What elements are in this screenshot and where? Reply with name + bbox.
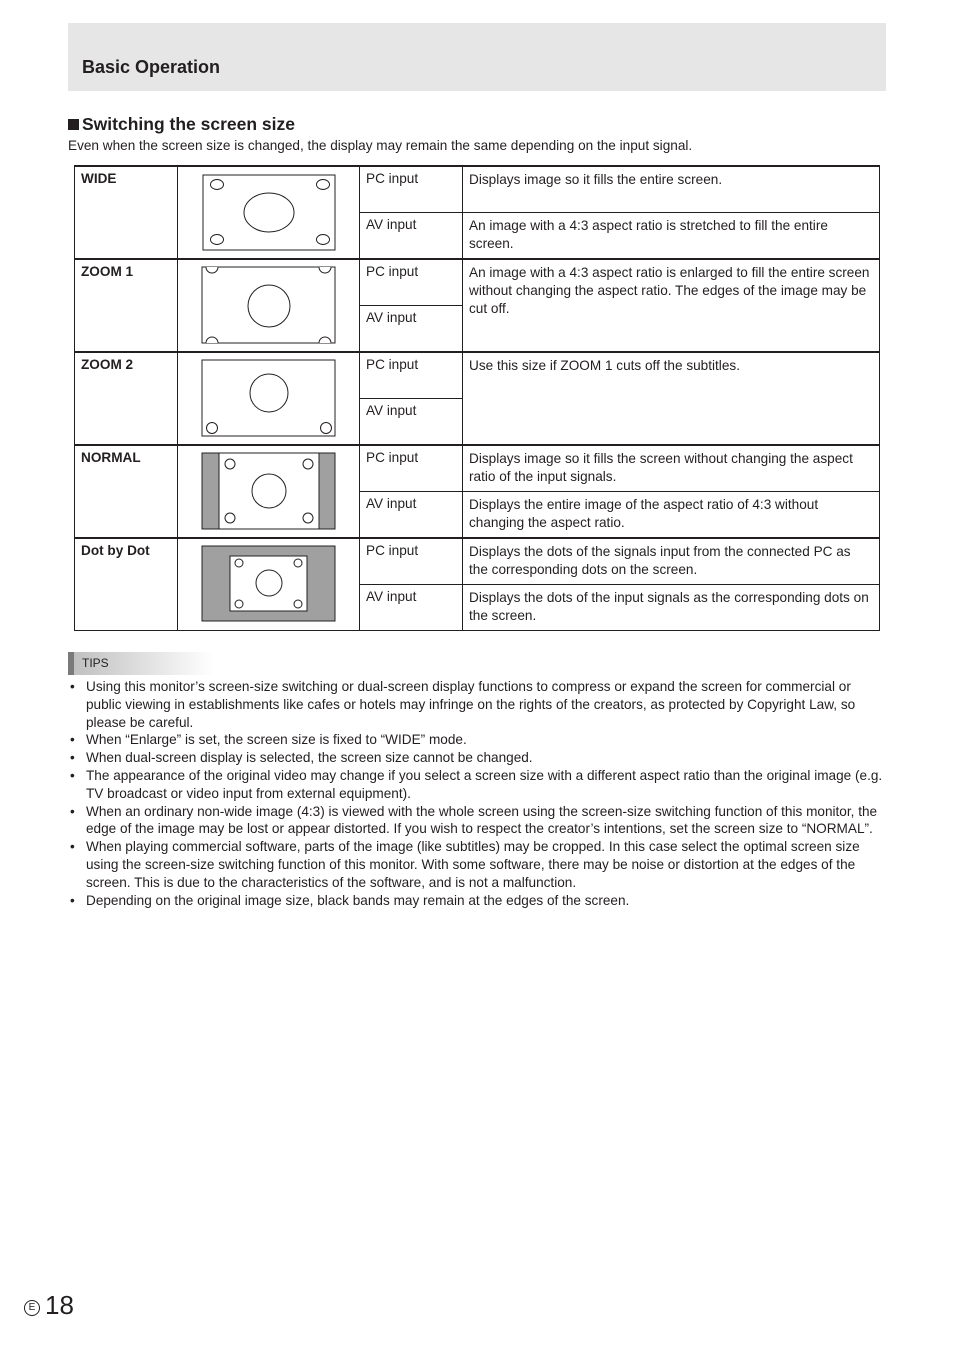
table-row <box>75 259 880 306</box>
list-item <box>68 803 888 839</box>
tip-text: Using this monitor’s screen-size switching or dual-screen display functions to compress or expand the screen for commercial or public viewing in establishments like cafes or hotels may infringe on the rights of the creators, as protected by Copyright Law, so please be careful. <box>86 679 856 730</box>
mode-name: ZOOM 1 <box>75 259 178 352</box>
tips-list <box>68 678 888 909</box>
mode-description: Displays the dots of the input signals as the corresponding dots on the screen. <box>463 585 880 631</box>
input-type-label: PC input <box>360 259 463 306</box>
screen-size-table <box>74 165 880 631</box>
list-item <box>68 892 888 910</box>
mode-illustration <box>178 259 360 352</box>
mode-name: NORMAL <box>75 445 178 538</box>
page-section-title: Basic Operation <box>82 57 221 77</box>
tips-label-text: TIPS <box>82 656 109 670</box>
tip-text: The appearance of the original video may change if you select a screen size with a different aspect ratio than the original image (e.g. TV broadcast or video input from external equipment). <box>86 767 883 801</box>
list-item <box>68 767 888 803</box>
section-intro: Even when the screen size is changed, the display may remain the same depending on the input signal. <box>68 138 693 153</box>
mode-illustration <box>178 445 360 538</box>
header-band <box>68 23 886 91</box>
dot-by-dot-screen-illustration <box>178 539 359 629</box>
mode-description: An image with a 4:3 aspect ratio is stretched to fill the entire screen. <box>463 213 880 260</box>
bullet-icon: • <box>70 750 75 766</box>
table-row <box>75 352 880 399</box>
bullet-icon: • <box>70 892 75 908</box>
mode-name: WIDE <box>75 166 178 259</box>
tip-text: When playing commercial software, parts of the image (like subtitles) may be cropped. In this case select the optimal screen size using the screen-size switching function of this monitor. With some software, there may be noise or distortion at the edges of the screen. This is due to the characteristics of the software, and is not a malfunction. <box>86 839 860 890</box>
mode-description: An image with a 4:3 aspect ratio is enlarged to fill the entire screen without changing the aspect ratio. The edges of the image may be cut off. <box>463 259 880 352</box>
input-type-label: PC input <box>360 352 463 399</box>
tips-label <box>68 652 213 675</box>
input-type-label: AV input <box>360 585 463 631</box>
mode-description: Displays image so it fills the screen without changing the aspect ratio of the input signals. <box>463 445 880 492</box>
mode-illustration <box>178 166 360 259</box>
tip-text: When “Enlarge” is set, the screen size is fixed to “WIDE” mode. <box>86 732 467 748</box>
bullet-icon: • <box>70 803 75 819</box>
input-type-label: AV input <box>360 306 463 353</box>
list-item <box>68 731 888 749</box>
bullet-icon: • <box>70 679 75 694</box>
table-row <box>75 445 880 492</box>
list-item <box>68 838 888 891</box>
table-row <box>75 166 880 213</box>
bullet-icon: • <box>70 732 75 748</box>
square-bullet-icon <box>68 119 79 130</box>
bullet-icon: • <box>70 839 75 855</box>
tips-bar <box>68 652 74 675</box>
mode-description: Displays image so it fills the entire screen. <box>463 166 880 213</box>
normal-screen-illustration <box>178 446 359 536</box>
input-type-label: AV input <box>360 399 463 446</box>
zoom1-screen-illustration <box>178 260 359 350</box>
wide-screen-illustration <box>178 167 359 257</box>
input-type-label: PC input <box>360 538 463 585</box>
table-row <box>75 538 880 585</box>
tip-text: When an ordinary non-wide image (4:3) is viewed with the whole screen using the screen-size switching function of this monitor, the edge of the image may be lost or appear distorted. If you wish to respect the creator’s intentions, set the screen size to “NORMAL”. <box>86 803 878 837</box>
tip-text: Depending on the original image size, black bands may remain at the edges of the screen. <box>86 892 630 908</box>
input-type-label: AV input <box>360 213 463 260</box>
section-heading-text: Switching the screen size <box>82 114 295 134</box>
page-number-text: 18 <box>45 1290 74 1320</box>
input-type-label: PC input <box>360 166 463 213</box>
language-mark-icon: E <box>24 1300 40 1316</box>
mode-description: Displays the entire image of the aspect ratio of 4:3 without changing the aspect ratio. <box>463 492 880 539</box>
input-type-label: AV input <box>360 492 463 539</box>
mode-description: Use this size if ZOOM 1 cuts off the subtitles. <box>463 352 880 445</box>
mode-description: Displays the dots of the signals input from the connected PC as the corresponding dots on the screen. <box>463 538 880 585</box>
mode-name: Dot by Dot <box>75 538 178 631</box>
zoom2-screen-illustration <box>178 353 359 443</box>
section-heading <box>68 114 295 135</box>
bullet-icon: • <box>70 767 75 783</box>
mode-illustration <box>178 352 360 445</box>
list-item <box>68 678 888 731</box>
tip-text: When dual-screen display is selected, the screen size cannot be changed. <box>86 750 533 766</box>
input-type-label: PC input <box>360 445 463 492</box>
mode-name: ZOOM 2 <box>75 352 178 445</box>
mode-illustration <box>178 538 360 631</box>
list-item <box>68 749 888 767</box>
